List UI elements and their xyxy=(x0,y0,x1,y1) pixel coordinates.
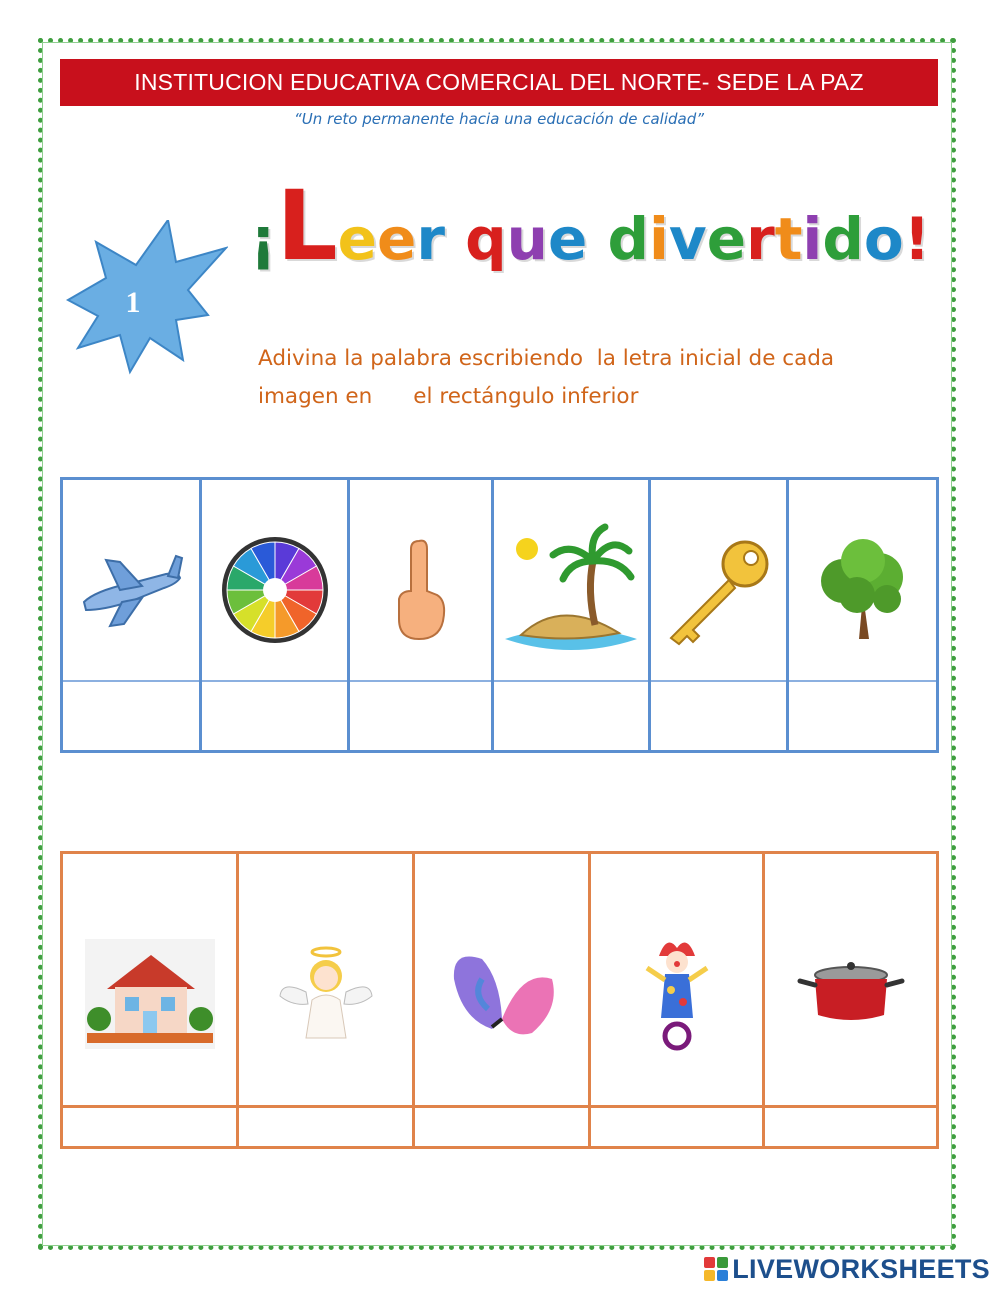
color-wheel-icon xyxy=(202,520,347,660)
title-letter: r xyxy=(746,205,775,273)
tree-icon xyxy=(789,520,936,660)
answer-input-3[interactable] xyxy=(350,680,491,750)
answer-input-7[interactable] xyxy=(63,1105,236,1146)
title-letter: e xyxy=(547,205,588,273)
title-letter: i xyxy=(649,205,669,273)
title-letter: o xyxy=(863,205,904,273)
title-letter: r xyxy=(416,205,445,273)
title-letter: ¡ xyxy=(250,205,277,273)
cell-tree xyxy=(789,480,936,750)
cell-house xyxy=(63,854,239,1146)
angel-icon xyxy=(239,894,412,1094)
instructions-line-1: Adivina la palabra escribiendo la letra inicial de cada xyxy=(258,346,835,371)
logo-squares-icon xyxy=(704,1257,728,1281)
answer-input-1[interactable] xyxy=(63,680,199,750)
instructions-line-2: imagen en el rectángulo inferior xyxy=(258,384,639,409)
title-letter xyxy=(445,205,465,273)
cell-finger xyxy=(350,480,494,750)
worksheet-title xyxy=(250,170,930,280)
answer-input-9[interactable] xyxy=(415,1105,588,1146)
title-letter: v xyxy=(668,205,707,273)
instructions xyxy=(258,340,918,416)
picture-grid-2 xyxy=(60,851,939,1149)
title-letter: e xyxy=(706,205,747,273)
title-letter: i xyxy=(802,205,823,273)
cell-color-wheel xyxy=(202,480,350,750)
pot-icon xyxy=(765,894,936,1094)
badge-number: 1 xyxy=(125,286,141,319)
finger-icon xyxy=(350,520,491,660)
cell-airplane xyxy=(63,480,202,750)
clown-icon xyxy=(591,894,762,1094)
answer-input-4[interactable] xyxy=(494,680,648,750)
picture-grid-1 xyxy=(60,477,939,753)
answer-input-10[interactable] xyxy=(591,1105,762,1146)
cell-clown xyxy=(591,854,765,1146)
cell-key xyxy=(651,480,789,750)
title-letter: e xyxy=(376,205,417,273)
key-icon xyxy=(651,520,786,660)
cell-angel xyxy=(239,854,415,1146)
answer-input-2[interactable] xyxy=(202,680,347,750)
airplane-icon xyxy=(63,520,199,660)
island-icon xyxy=(494,516,648,666)
cell-island xyxy=(494,480,651,750)
school-banner: INSTITUCION EDUCATIVA COMERCIAL DEL NORTE- SEDE LA PAZ xyxy=(60,59,938,106)
number-badge xyxy=(58,220,228,380)
answer-input-11[interactable] xyxy=(765,1105,936,1146)
cell-pot xyxy=(765,854,936,1146)
title-letter xyxy=(587,205,607,273)
title-letter: d xyxy=(822,205,864,273)
answer-input-6[interactable] xyxy=(789,680,936,750)
liveworksheets-logo xyxy=(704,1254,990,1284)
title-letter: ! xyxy=(903,205,931,273)
starburst-shape xyxy=(68,220,226,372)
title-letter: t xyxy=(774,205,803,273)
brand-name: LIVEWORKSHEETS xyxy=(732,1253,990,1284)
title-letter: L xyxy=(276,170,338,282)
house-icon xyxy=(63,894,236,1094)
title-letter: d xyxy=(607,205,650,273)
title-letter: u xyxy=(506,205,548,273)
title-letter: e xyxy=(337,205,377,273)
answer-input-8[interactable] xyxy=(239,1105,412,1146)
school-motto: “Un reto permanente hacia una educación de calidad” xyxy=(294,110,704,128)
answer-input-5[interactable] xyxy=(651,680,786,750)
title-letter: q xyxy=(465,205,507,273)
butterfly-icon xyxy=(415,894,588,1094)
cell-butterfly xyxy=(415,854,591,1146)
